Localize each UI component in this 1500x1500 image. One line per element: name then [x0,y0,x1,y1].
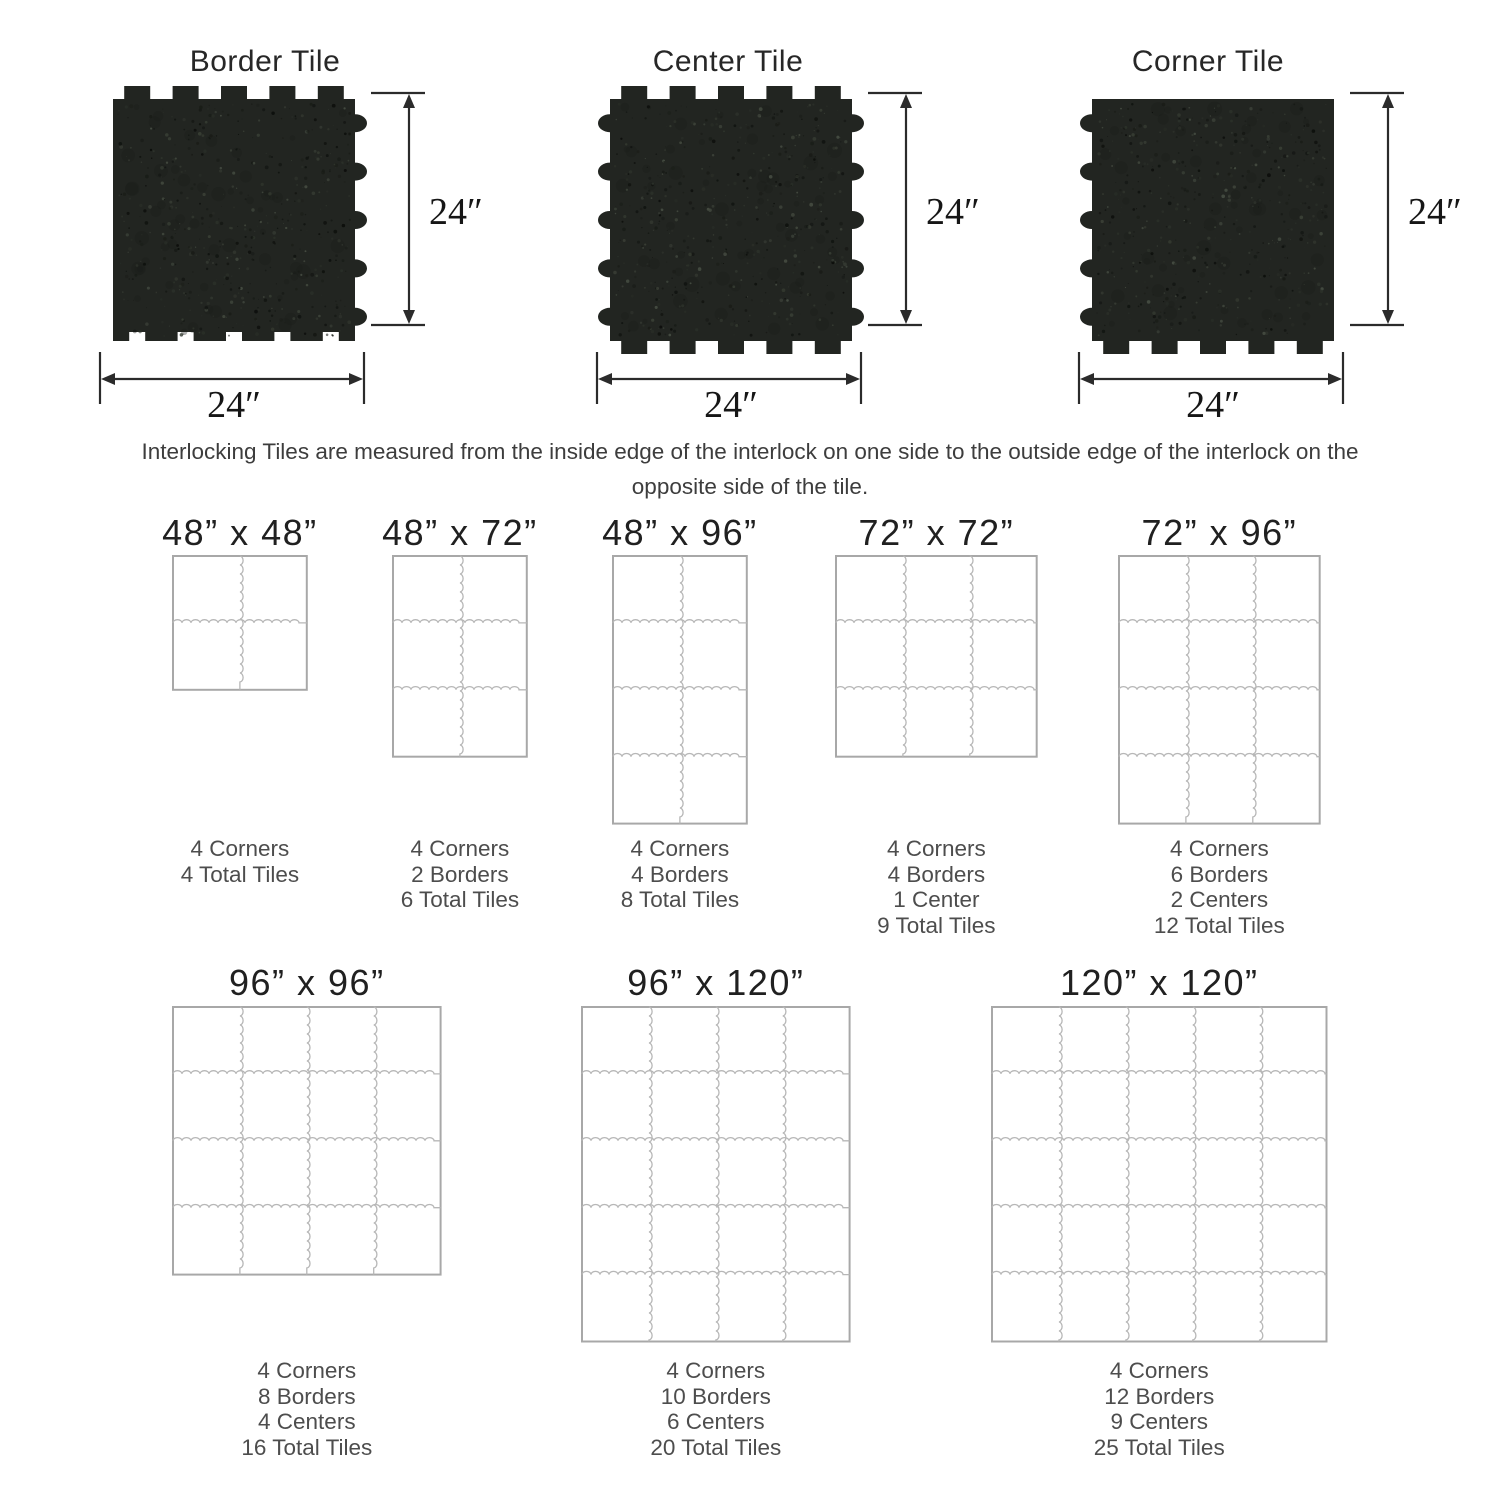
width-dim-label: 24″ [207,384,261,426]
border-tile-image [99,85,369,355]
tile-title: Center Tile [652,45,804,78]
layout-counts [540,836,820,913]
center-tile-image [596,85,866,355]
count-line: 8 Borders [258,1383,356,1409]
measurement-note-line1: Interlocking Tiles are measured from the inside edge of the interlock on one side to the outside edge of the interlock on the [141,439,1359,464]
count-line: 10 Borders [660,1383,771,1409]
count-line: 8 Total Tiles [620,887,740,912]
count-line: 20 Total Tiles [650,1434,782,1460]
height-dim-label: 24″ [429,191,483,233]
count-line: 16 Total Tiles [241,1434,373,1460]
count-line: 4 Corners [630,836,730,861]
corner-tile-image [1078,85,1348,355]
layout-grid [580,1005,852,1344]
height-dim-arrow [371,85,431,355]
count-line: 4 Corners [886,836,986,861]
tile-title: Corner Tile [1131,45,1285,78]
count-line: 6 Total Tiles [400,887,520,912]
layout-counts [1019,1358,1299,1460]
width-dim-label: 24″ [1186,384,1240,426]
count-line: 9 Total Tiles [877,912,996,938]
count-line: 4 Total Tiles [180,861,300,887]
count-line: 4 Corners [257,1358,357,1383]
layout-grid [391,554,529,759]
layout-title: 48” x 48” [162,512,318,553]
count-line: 4 Corners [666,1358,766,1383]
count-line: 4 Corners [410,836,510,861]
layout-counts [167,1358,447,1460]
height-dim-label: 24″ [926,191,980,233]
layout-title: 120” x 120” [1059,962,1259,1003]
layout-grid [171,554,309,692]
layout-title: 72” x 72” [858,512,1015,553]
tile-title: Border Tile [189,45,341,78]
count-line: 6 Borders [1170,861,1269,887]
count-line: 4 Borders [631,861,729,887]
count-line: 1 Center [893,887,980,912]
count-line: 6 Centers [667,1409,765,1434]
height-dim-arrow [868,85,928,355]
count-line: 2 Centers [1170,887,1269,912]
layout-title: 48” x 96” [602,512,758,553]
count-line: 4 Corners [190,836,290,861]
layout-title: 72” x 96” [1141,512,1298,553]
count-line: 2 Borders [411,861,509,887]
width-dim-label: 24″ [704,384,758,426]
count-line: 4 Corners [1169,836,1269,861]
measurement-note [0,434,1500,504]
count-line: 12 Borders [1104,1383,1215,1409]
layout-grid [611,554,749,826]
count-line: 4 Borders [887,861,986,887]
height-dim-arrow [1350,85,1410,355]
layout-title: 96” x 120” [627,962,805,1003]
layout-grid [834,554,1039,759]
layout-counts [576,1358,856,1460]
measurement-note-line2: opposite side of the tile. [631,474,869,499]
count-line: 4 Corners [1109,1358,1209,1383]
layout-title: 48” x 72” [382,512,538,553]
layout-grid [990,1005,1329,1344]
count-line: 4 Centers [258,1409,356,1434]
height-dim-label: 24″ [1408,191,1462,233]
layout-grid [1117,554,1322,826]
count-line: 9 Centers [1110,1409,1209,1434]
layout-grid [171,1005,443,1277]
count-line: 25 Total Tiles [1093,1434,1225,1460]
count-line: 12 Total Tiles [1153,912,1285,938]
layout-title: 96” x 96” [229,962,385,1003]
layout-counts [1079,836,1359,938]
layout-counts [796,836,1076,938]
